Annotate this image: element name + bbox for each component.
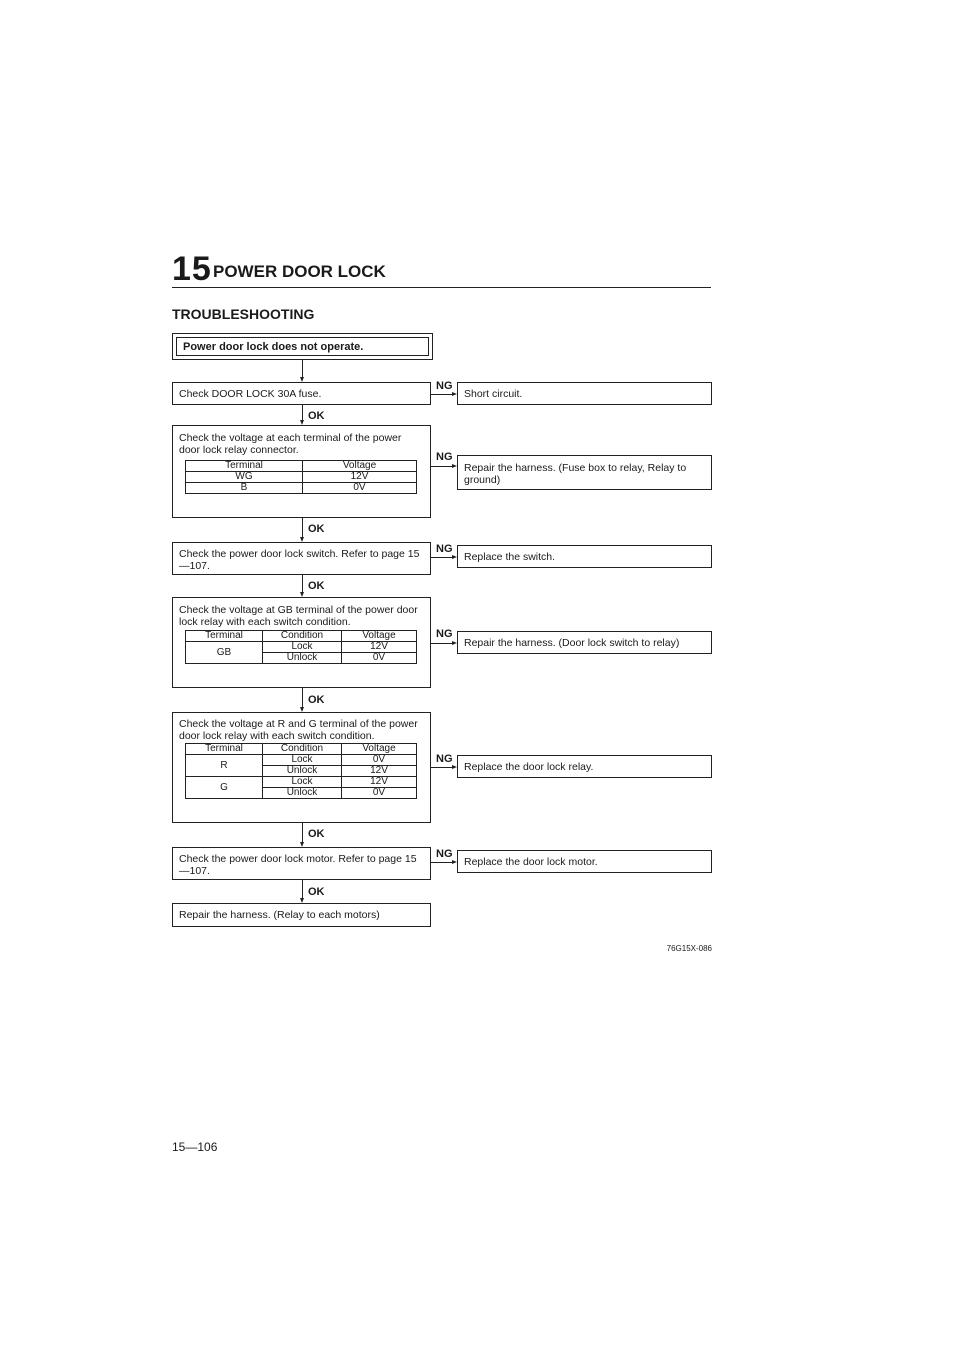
connector-line	[302, 575, 303, 592]
step-1-box	[172, 382, 431, 405]
result-1-text: Short circuit.	[464, 387, 523, 400]
page-subtitle: TROUBLESHOOTING	[172, 306, 315, 322]
table-cell: Unlock	[263, 788, 342, 799]
result-2-text: Repair the harness. (Fuse box to relay, Relay to ground)	[464, 462, 687, 486]
ng-label: NG	[436, 628, 453, 640]
table-header: Condition	[263, 744, 342, 755]
connector-line	[302, 880, 303, 898]
step-4-text: Check the voltage at GB terminal of the power door lock relay with each switch condition.	[179, 604, 418, 628]
table-cell: GB	[186, 642, 263, 664]
table-cell: WG	[186, 472, 303, 483]
table-cell: 0V	[342, 755, 417, 766]
ng-label: NG	[436, 543, 453, 555]
table-cell: 0V	[342, 788, 417, 799]
table-cell: B	[186, 483, 303, 494]
header-rule	[172, 287, 711, 288]
table-header: Condition	[263, 631, 342, 642]
ng-connector	[431, 466, 452, 467]
table-cell: Lock	[263, 642, 342, 653]
ok-label: OK	[308, 886, 325, 898]
table-cell: Lock	[263, 777, 342, 788]
ng-connector	[431, 862, 452, 863]
table-header: Voltage	[342, 631, 417, 642]
result-1-box	[457, 382, 712, 405]
result-6-text: Replace the door lock motor.	[464, 855, 598, 868]
figure-code: 76G15X-086	[666, 944, 712, 953]
connector-line	[302, 360, 303, 377]
ng-connector	[431, 394, 452, 395]
ng-label: NG	[436, 753, 453, 765]
ng-connector	[431, 643, 452, 644]
step-4-table	[185, 630, 417, 664]
table-cell: 12V	[342, 642, 417, 653]
table-cell: Lock	[263, 755, 342, 766]
result-6-box	[457, 850, 712, 873]
ok-label: OK	[308, 828, 325, 840]
step-6-box	[172, 847, 431, 880]
connector-line	[302, 405, 303, 420]
result-4-box	[457, 631, 712, 654]
step-1-text: Check DOOR LOCK 30A fuse.	[179, 387, 322, 400]
step-2-text: Check the voltage at each terminal of the power door lock relay connector.	[179, 432, 402, 456]
table-header: Terminal	[186, 461, 303, 472]
ng-connector	[431, 557, 452, 558]
table-cell: 12V	[342, 766, 417, 777]
table-cell: G	[186, 777, 263, 799]
step-3-text: Check the power door lock switch. Refer to page 15—107.	[179, 548, 420, 572]
final-text: Repair the harness. (Relay to each motors)	[179, 909, 380, 921]
connector-line	[302, 688, 303, 707]
result-3-text: Replace the switch.	[464, 550, 556, 563]
ok-label: OK	[308, 410, 325, 422]
step-5-text: Check the voltage at R and G terminal of the power door lock relay with each switch condition.	[179, 718, 418, 742]
table-cell: Unlock	[263, 766, 342, 777]
final-box	[172, 903, 431, 927]
table-header: Voltage	[342, 744, 417, 755]
ng-label: NG	[436, 848, 453, 860]
ok-label: OK	[308, 694, 325, 706]
table-header: Terminal	[186, 744, 263, 755]
step-2-table	[185, 460, 417, 494]
connector-line	[302, 518, 303, 537]
table-cell: 12V	[303, 472, 417, 483]
ng-label: NG	[436, 380, 453, 392]
table-cell: R	[186, 755, 263, 777]
ng-connector	[431, 767, 452, 768]
ng-label: NG	[436, 451, 453, 463]
table-header: Terminal	[186, 631, 263, 642]
step-6-text: Check the power door lock motor. Refer to page 15—107.	[179, 853, 417, 877]
start-box	[172, 333, 433, 360]
connector-line	[302, 823, 303, 842]
table-header: Voltage	[303, 461, 417, 472]
result-4-text: Repair the harness. (Door lock switch to relay)	[464, 636, 680, 649]
table-cell: 0V	[303, 483, 417, 494]
table-cell: 12V	[342, 777, 417, 788]
step-5-table	[185, 743, 417, 799]
step-3-box	[172, 542, 431, 575]
result-3-box	[457, 545, 712, 568]
page-number: 15—106	[172, 1140, 218, 1154]
table-cell: Unlock	[263, 653, 342, 664]
result-5-box	[457, 755, 712, 778]
section-number: 15	[172, 250, 212, 288]
ok-label: OK	[308, 523, 325, 535]
ok-label: OK	[308, 580, 325, 592]
section-title: POWER DOOR LOCK	[213, 262, 386, 281]
result-5-text: Replace the door lock relay.	[464, 760, 594, 773]
table-cell: 0V	[342, 653, 417, 664]
result-2-box	[457, 455, 712, 490]
start-text: Power door lock does not operate.	[176, 337, 429, 356]
